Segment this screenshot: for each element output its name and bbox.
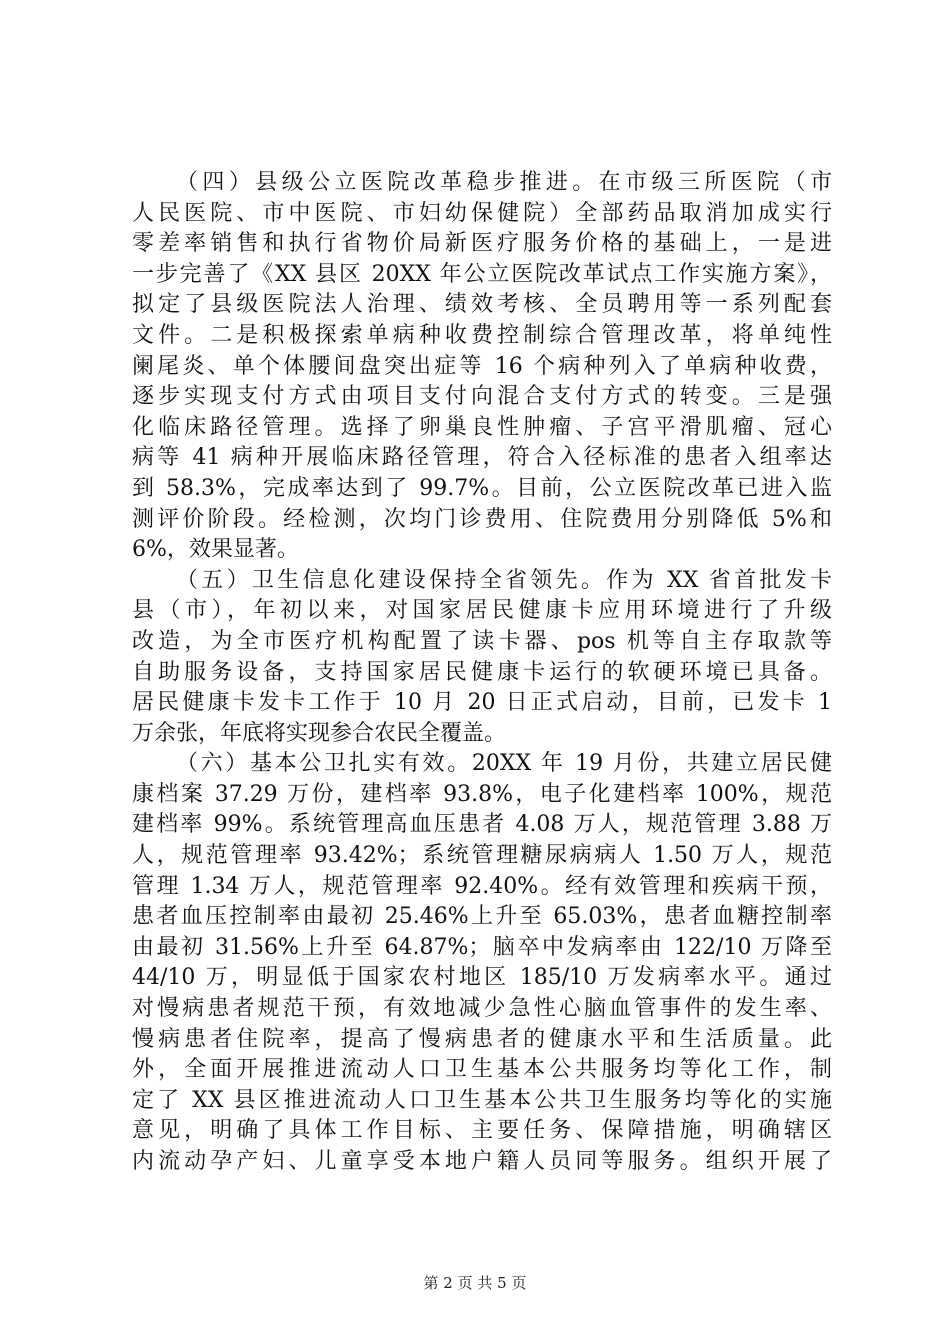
paragraph-6-line-12: 定了 XX 县区推进流动人口卫生基本公共卫生服务均等化的实施 [132,1087,832,1113]
paragraph-4-line-5: 拟定了县级医院法人治理、绩效考核、全员聘用等一系列配套 [132,292,832,318]
paragraph-4-line-12: 测评价阶段。经检测，次均门诊费用、住院费用分别降低 5%和 [132,506,832,532]
paragraph-4-line-1: （四）县级公立医院改革稳步推进。在市级三所医院（市 [176,170,832,195]
paragraph-6-line-6: 患者血压控制率由最初 25.46%上升至 65.03%，患者血糖控制率 [132,904,832,930]
paragraph-6-line-11: 外，全面开展推进流动人口卫生基本公共服务均等化工作，制 [132,1057,832,1083]
paragraph-4-line-13: 6%，效果显著。 [132,537,299,563]
paragraph-6-line-3: 建档率 99%。系统管理高血压患者 4.08 万人，规范管理 3.88 万 [132,812,832,838]
body-text [132,168,832,1178]
paragraph-6-line-8: 44/10 万，明显低于国家农村地区 185/10 万发病率水平。通过 [132,965,832,991]
paragraph-4-line-3: 零差率销售和执行省物价局新医疗服务价格的基础上，一是进 [132,231,832,257]
paragraph-5-line-1: （五）卫生信息化建设保持全省领先。作为 XX 省首批发卡 [176,567,832,593]
paragraph-6-line-14: 内流动孕产妇、儿童享受本地户籍人员同等服务。组织开展了 [132,1149,832,1174]
paragraph-6-line-1: （六）基本公卫扎实有效。20XX 年 19 月份，共建立居民健 [176,751,832,777]
paragraph-4-line-6: 文件。二是积极探索单病种收费控制综合管理改革，将单纯性 [132,322,832,348]
paragraph-4-line-8: 逐步实现支付方式由项目支付向混合支付方式的转变。三是强 [132,384,832,410]
paragraph-6-line-2: 康档案 37.29 万份，建档率 93.8%，电子化建档率 100%，规范 [132,781,832,807]
paragraph-5-line-5: 居民健康卡发卡工作于 10 月 20 日正式启动，目前，已发卡 1 [132,690,832,716]
paragraph-5-line-4: 自助服务设备，支持国家居民健康卡运行的软硬环境已具备。 [132,659,832,685]
paragraph-6-line-10: 慢病患者住院率，提高了慢病患者的健康水平和生活质量。此 [132,1026,832,1052]
paragraph-6-line-5: 管理 1.34 万人，规范管理率 92.40%。经有效管理和疾病干预， [132,873,832,899]
paragraph-4-line-2: 人民医院、市中医院、市妇幼保健院）全部药品取消加成实行 [132,200,832,226]
paragraph-5-line-6: 万余张，年底将实现参合农民全覆盖。 [132,720,507,746]
paragraph-4-line-10: 病等 41 病种开展临床路径管理，符合入径标准的患者入组率达 [132,445,832,471]
paragraph-5-line-2: 县（市），年初以来，对国家居民健康卡应用环境进行了升级 [132,598,832,624]
paragraph-6-line-13: 意见，明确了具体工作目标、主要任务、保障措施，明确辖区 [132,1118,832,1144]
page-footer: 第 2 页 共 5 页 [423,1274,527,1292]
paragraph-4-line-4: 一步完善了《XX 县区 20XX 年公立医院改革试点工作实施方案》， [132,261,832,287]
paragraph-4-line-7: 阑尾炎、单个体腰间盘突出症等 16 个病种列入了单病种收费， [132,353,832,379]
paragraph-6-line-9: 对慢病患者规范干预，有效地减少急性心脑血管事件的发生率、 [132,996,832,1022]
paragraph-6-line-4: 人，规范管理率 93.42%；系统管理糖尿病病人 1.50 万人，规范 [132,843,832,869]
paragraph-6-line-7: 由最初 31.56%上升至 64.87%；脑卒中发病率由 122/10 万降至 [132,934,832,960]
paragraph-4-line-9: 化临床路径管理。选择了卵巢良性肿瘤、子宫平滑肌瘤、冠心 [132,414,832,440]
paragraph-4-line-11: 到 58.3%，完成率达到了 99.7%。目前，公立医院改革已进入监 [132,475,832,501]
paragraph-5-line-3: 改造，为全市医疗机构配置了读卡器、pos 机等自主存取款等 [132,628,832,654]
